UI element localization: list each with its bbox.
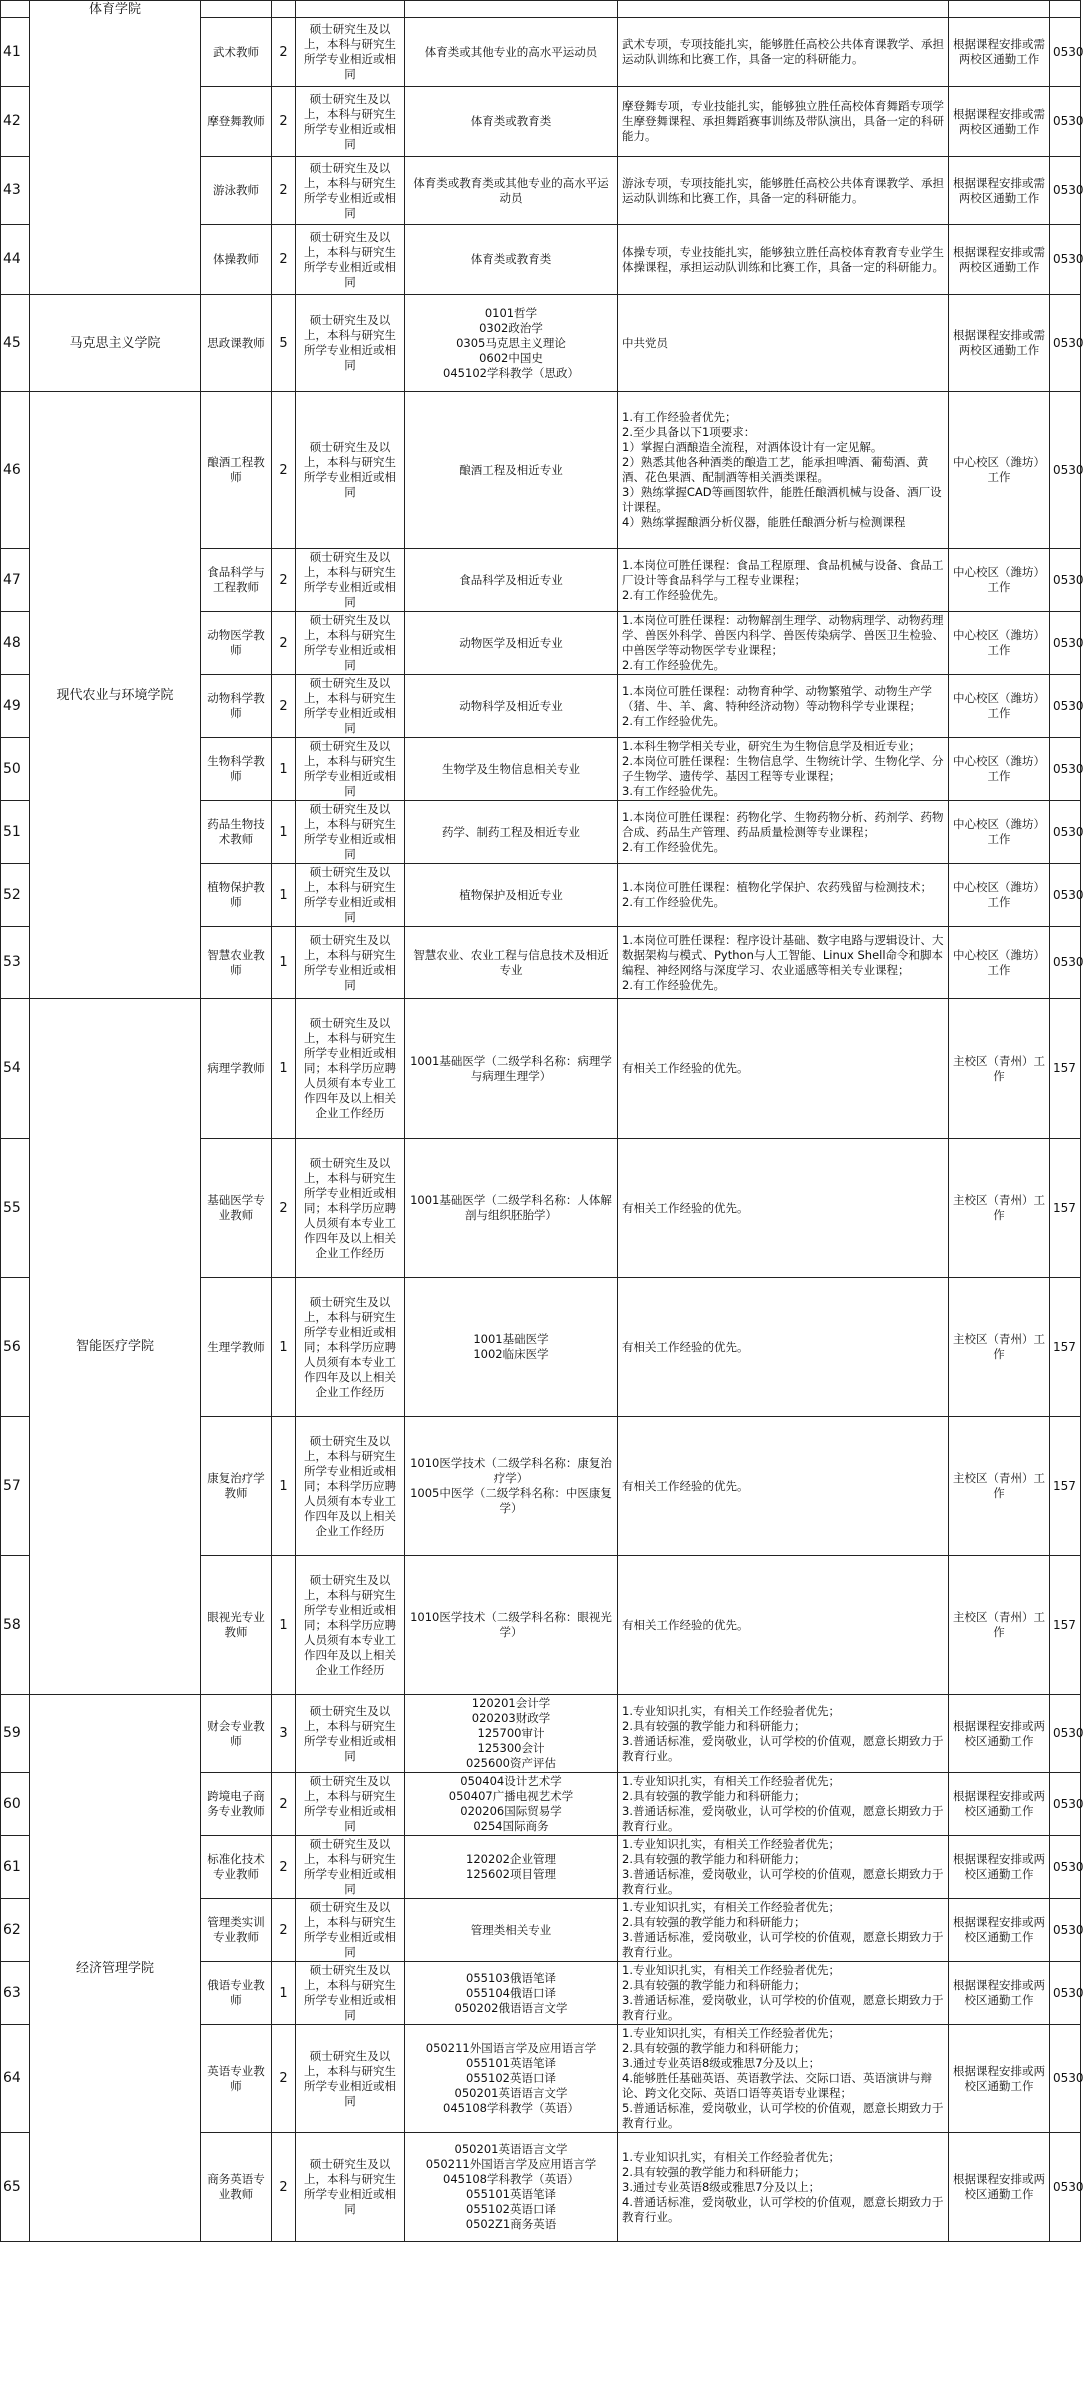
major-cell bbox=[405, 549, 618, 612]
contact-phone-cell: 157 bbox=[1050, 1139, 1081, 1278]
college-cell: 经济管理学院 bbox=[30, 1695, 201, 2242]
row-number-cell: 45 bbox=[1, 295, 30, 392]
position-cell: 标准化技术专业教师 bbox=[201, 1836, 272, 1899]
contact-phone-cell: 157 bbox=[1050, 1278, 1081, 1417]
position-cell: 管理类实训专业教师 bbox=[201, 1899, 272, 1962]
requirements-cell bbox=[618, 1139, 949, 1278]
education-cell: 硕士研究生及以上，本科与研究生所学专业相近或相同；本科学历应聘人员须有本专业工作四年及以上相关企业工作经历 bbox=[296, 1278, 405, 1417]
contact-phone-cell: 0530 bbox=[1050, 1962, 1081, 2025]
requirements-cell bbox=[618, 1417, 949, 1556]
headcount-cell: 3 bbox=[272, 1695, 296, 1773]
contact-phone-cell: 157 bbox=[1050, 999, 1081, 1139]
requirements-cell-text: 1.专业知识扎实，有相关工作经验者优先； 2.具有较强的教学能力和科研能力； 3.通过专业英语8级或雅思7分及以上； 4.普通话标准，爱岗敬业，认可学校的价值观，愿意长期致力于教育行业。 bbox=[622, 2149, 944, 2224]
position-cell: 思政课教师 bbox=[201, 295, 272, 392]
major-cell-text: 管理类相关专业 bbox=[470, 1922, 552, 1937]
work-location-cell: 中心校区（潍坊）工作 bbox=[949, 675, 1050, 738]
education-cell: 硕士研究生及以上，本科与研究生所学专业相近或相同 bbox=[296, 1836, 405, 1899]
requirements-cell-text: 1.有工作经验者优先； 2.至少具备以下1项要求： 1）掌握白酒酿造全流程，对酒体设计有一定见解。 2）熟悉其他各种酒类的酿造工艺，能承担啤酒、葡萄酒、黄酒、花色果酒、配制酒等相关酒类课程。 3）熟练掌握CAD等画图软件，能胜任酿酒机械与设备、酒厂设计课程。 4）熟练掌握酿酒分析仪器，能胜任酿酒分析与检测课程 bbox=[622, 410, 942, 529]
major-cell-text: 体育类或教育类 bbox=[470, 114, 552, 128]
headcount-cell: 2 bbox=[272, 2133, 296, 2242]
requirements-cell-text: 摩登舞专项，专业技能扎实，能够独立胜任高校体育舞蹈专项学生摩登舞课程、承担舞蹈赛事训练及带队演出，具备一定的科研能力。 bbox=[622, 99, 944, 143]
major-cell bbox=[405, 1278, 618, 1417]
major-cell-text: 体育类或教育类 bbox=[470, 252, 552, 266]
major-cell bbox=[405, 1417, 618, 1556]
headcount-cell: 2 bbox=[272, 392, 296, 549]
requirements-cell-text: 1.本岗位可胜任课程：食品工程原理、食品机械与设备、食品工厂设计等食品科学与工程专业课程； 2.有工作经验优先。 bbox=[622, 557, 944, 602]
requirements-cell-text: 1.专业知识扎实，有相关工作经验者优先； 2.具有较强的教学能力和科研能力； 3.普通话标准，爱岗敬业，认可学校的价值观，愿意长期致力于教育行业。 bbox=[622, 1963, 944, 2022]
position-cell: 俄语专业教师 bbox=[201, 1962, 272, 2025]
row-number-cell: 55 bbox=[1, 1139, 30, 1278]
requirements-cell bbox=[618, 18, 949, 87]
contact-phone-cell: 0530 bbox=[1050, 1836, 1081, 1899]
headcount-cell: 1 bbox=[272, 1962, 296, 2025]
education-cell: 硕士研究生及以上，本科与研究生所学专业相近或相同 bbox=[296, 225, 405, 295]
education-cell: 硕士研究生及以上，本科与研究生所学专业相近或相同 bbox=[296, 1962, 405, 2025]
requirements-cell-text: 有相关工作经验的优先。 bbox=[622, 1617, 749, 1632]
work-location-cell: 中心校区（潍坊）工作 bbox=[949, 801, 1050, 864]
position-cell: 智慧农业教师 bbox=[201, 927, 272, 999]
major-cell bbox=[405, 1962, 618, 2025]
contact-phone-cell: 0530 bbox=[1050, 295, 1081, 392]
requirements-cell bbox=[618, 1695, 949, 1773]
work-location-cell: 根据课程安排或需两校区通勤工作 bbox=[949, 18, 1050, 87]
major-cell-text: 120202企业管理 125602项目管理 bbox=[466, 1852, 556, 1881]
contact-phone-cell: 0530 bbox=[1050, 1695, 1081, 1773]
major-cell bbox=[405, 927, 618, 999]
headcount-cell: 2 bbox=[272, 2025, 296, 2133]
position-cell: 生物科学教师 bbox=[201, 738, 272, 801]
work-location-cell: 根据课程安排或两校区通勤工作 bbox=[949, 1836, 1050, 1899]
work-location-cell: 根据课程安排或两校区通勤工作 bbox=[949, 1962, 1050, 2025]
row-number-cell bbox=[1, 1, 30, 18]
education-cell: 硕士研究生及以上，本科与研究生所学专业相近或相同 bbox=[296, 738, 405, 801]
table-row bbox=[1, 1695, 1081, 1773]
major-cell-text: 1001基础医学（二级学科名称：病理学与病理生理学） bbox=[410, 1053, 612, 1083]
headcount-cell: 2 bbox=[272, 1139, 296, 1278]
contact-phone-cell: 157 bbox=[1050, 1417, 1081, 1556]
college-cell: 现代农业与环境学院 bbox=[30, 392, 201, 999]
position-cell: 食品科学与工程教师 bbox=[201, 549, 272, 612]
major-cell-text: 1001基础医学 1002临床医学 bbox=[473, 1332, 549, 1361]
requirements-cell bbox=[618, 87, 949, 157]
requirements-cell bbox=[618, 675, 949, 738]
requirements-cell bbox=[618, 392, 949, 549]
major-cell bbox=[405, 675, 618, 738]
headcount-cell: 2 bbox=[272, 225, 296, 295]
requirements-cell-text: 1.本岗位可胜任课程：动物育种学、动物繁殖学、动物生产学（猪、牛、羊、禽、特种经济动物）等动物科学专业课程； 2.有工作经验优先。 bbox=[622, 683, 932, 728]
education-cell: 硕士研究生及以上，本科与研究生所学专业相近或相同 bbox=[296, 18, 405, 87]
headcount-cell: 2 bbox=[272, 18, 296, 87]
headcount-cell: 1 bbox=[272, 864, 296, 927]
row-number-cell: 56 bbox=[1, 1278, 30, 1417]
headcount-cell: 2 bbox=[272, 612, 296, 675]
row-number-cell: 60 bbox=[1, 1773, 30, 1836]
education-cell: 硕士研究生及以上，本科与研究生所学专业相近或相同 bbox=[296, 157, 405, 225]
education-cell: 硕士研究生及以上，本科与研究生所学专业相近或相同 bbox=[296, 1695, 405, 1773]
major-cell-text: 食品科学及相近专业 bbox=[459, 572, 563, 587]
headcount-cell: 1 bbox=[272, 738, 296, 801]
position-cell: 商务英语专业教师 bbox=[201, 2133, 272, 2242]
major-cell-text: 生物学及生物信息相关专业 bbox=[442, 761, 580, 776]
row-number-cell: 42 bbox=[1, 87, 30, 157]
contact-phone-cell: 0530 bbox=[1050, 225, 1081, 295]
row-number-cell: 58 bbox=[1, 1556, 30, 1695]
major-cell bbox=[405, 2133, 618, 2242]
major-cell-text: 055103俄语笔译 055104俄语口译 050202俄语语言文学 bbox=[454, 1970, 568, 2015]
requirements-cell-text: 1.本岗位可胜任课程：动物解剖生理学、动物病理学、动物药理学、兽医外科学、兽医内科学、兽医传染病学、兽医卫生检验、中兽医学等动物医学专业课程； 2.有工作经验优先。 bbox=[622, 613, 944, 672]
contact-phone-cell: 0530 bbox=[1050, 1773, 1081, 1836]
major-cell-text: 1010医学技术（二级学科名称：眼视光学） bbox=[410, 1610, 612, 1639]
education-cell: 硕士研究生及以上，本科与研究生所学专业相近或相同；本科学历应聘人员须有本专业工作四年及以上相关企业工作经历 bbox=[296, 1417, 405, 1556]
headcount-cell: 1 bbox=[272, 1417, 296, 1556]
major-cell-text: 药学、制药工程及相近专业 bbox=[442, 824, 580, 839]
work-location-cell: 中心校区（潍坊）工作 bbox=[949, 612, 1050, 675]
major-cell bbox=[405, 87, 618, 157]
work-location-cell: 根据课程安排或两校区通勤工作 bbox=[949, 1773, 1050, 1836]
major-cell bbox=[405, 801, 618, 864]
work-location-cell: 主校区（青州）工作 bbox=[949, 999, 1050, 1139]
position-cell: 英语专业教师 bbox=[201, 2025, 272, 2133]
education-cell: 硕士研究生及以上，本科与研究生所学专业相近或相同 bbox=[296, 2025, 405, 2133]
contact-phone-cell: 0530 bbox=[1050, 675, 1081, 738]
major-cell bbox=[405, 999, 618, 1139]
headcount-cell: 1 bbox=[272, 1278, 296, 1417]
position-cell: 体操教师 bbox=[201, 225, 272, 295]
major-cell bbox=[405, 295, 618, 392]
work-location-cell: 主校区（青州）工作 bbox=[949, 1139, 1050, 1278]
table-row bbox=[1, 295, 1081, 392]
position-cell: 生理学教师 bbox=[201, 1278, 272, 1417]
work-location-cell: 主校区（青州）工作 bbox=[949, 1556, 1050, 1695]
row-number-cell: 47 bbox=[1, 549, 30, 612]
contact-phone-cell: 0530 bbox=[1050, 2025, 1081, 2133]
major-cell bbox=[405, 392, 618, 549]
major-cell-text: 体育类或教育类或其他专业的高水平运动员 bbox=[413, 175, 609, 205]
work-location-cell: 根据课程安排或需两校区通勤工作 bbox=[949, 225, 1050, 295]
headcount-cell: 2 bbox=[272, 1773, 296, 1836]
contact-phone-cell: 0530 bbox=[1050, 927, 1081, 999]
headcount-cell: 2 bbox=[272, 157, 296, 225]
row-number-cell: 59 bbox=[1, 1695, 30, 1773]
education-cell: 硕士研究生及以上，本科与研究生所学专业相近或相同 bbox=[296, 801, 405, 864]
position-cell: 眼视光专业教师 bbox=[201, 1556, 272, 1695]
row-number-cell: 44 bbox=[1, 225, 30, 295]
work-location-cell: 根据课程安排或需两校区通勤工作 bbox=[949, 295, 1050, 392]
major-cell bbox=[405, 1695, 618, 1773]
major-cell bbox=[405, 1899, 618, 1962]
requirements-cell-text: 有相关工作经验的优先。 bbox=[622, 1339, 749, 1354]
requirements-cell bbox=[618, 549, 949, 612]
work-location-cell: 根据课程安排或两校区通勤工作 bbox=[949, 1695, 1050, 1773]
row-number-cell: 62 bbox=[1, 1899, 30, 1962]
requirements-cell bbox=[618, 1556, 949, 1695]
work-location-cell: 根据课程安排或两校区通勤工作 bbox=[949, 2133, 1050, 2242]
position-cell: 药品生物技术教师 bbox=[201, 801, 272, 864]
major-cell bbox=[405, 225, 618, 295]
position-cell: 动物医学教师 bbox=[201, 612, 272, 675]
row-number-cell: 48 bbox=[1, 612, 30, 675]
headcount-cell: 5 bbox=[272, 295, 296, 392]
major-cell-text: 050201英语语言文学 050211外国语言学及应用语言学 045108学科教学（英语） 055101英语笔译 055102英语口译 0502Z1商务英语 bbox=[425, 2142, 597, 2231]
major-cell-text: 酿酒工程及相近专业 bbox=[459, 462, 563, 477]
major-cell bbox=[405, 157, 618, 225]
position-cell: 动物科学教师 bbox=[201, 675, 272, 738]
row-number-cell: 57 bbox=[1, 1417, 30, 1556]
requirements-cell bbox=[618, 999, 949, 1139]
education-cell: 硕士研究生及以上，本科与研究生所学专业相近或相同 bbox=[296, 927, 405, 999]
contact-phone-cell: 0530 bbox=[1050, 2133, 1081, 2242]
position-cell: 植物保护教师 bbox=[201, 864, 272, 927]
requirements-cell bbox=[618, 864, 949, 927]
requirements-cell bbox=[618, 927, 949, 999]
requirements-cell-text: 体操专项，专业技能扎实，能够独立胜任高校体育教育专业学生体操课程，承担运动队训练和比赛工作，具备一定的科研能力。 bbox=[622, 244, 944, 274]
contact-phone-cell: 157 bbox=[1050, 1556, 1081, 1695]
education-cell: 硕士研究生及以上，本科与研究生所学专业相近或相同 bbox=[296, 549, 405, 612]
contact-phone-cell: 0530 bbox=[1050, 801, 1081, 864]
row-number-cell: 52 bbox=[1, 864, 30, 927]
education-cell: 硕士研究生及以上，本科与研究生所学专业相近或相同 bbox=[296, 1899, 405, 1962]
contact-phone-cell: 0530 bbox=[1050, 1899, 1081, 1962]
requirements-cell-text: 1.专业知识扎实，有相关工作经验者优先； 2.具有较强的教学能力和科研能力； 3.普通话标准，爱岗敬业，认可学校的价值观，愿意长期致力于教育行业。 bbox=[622, 1837, 944, 1896]
requirements-cell bbox=[618, 1899, 949, 1962]
requirements-cell-text: 武术专项，专项技能扎实，能够胜任高校公共体育课教学、承担运动队训练和比赛工作，具备一定的科研能力。 bbox=[622, 37, 944, 66]
headcount-cell: 2 bbox=[272, 675, 296, 738]
requirements-cell bbox=[618, 738, 949, 801]
college-cell: 体育学院 bbox=[30, 1, 201, 295]
contact-phone-cell: 0530 bbox=[1050, 392, 1081, 549]
recruitment-table-body bbox=[1, 1, 1084, 2242]
requirements-cell bbox=[618, 612, 949, 675]
major-cell-text: 120201会计学 020203财政学 125700审计 125300会计 025600资产评估 bbox=[466, 1696, 556, 1770]
major-cell-text: 0101哲学 0302政治学 0305马克思主义理论 0602中国史 045102学科教学（思政） bbox=[443, 305, 579, 380]
row-number-cell: 61 bbox=[1, 1836, 30, 1899]
requirements-cell-text: 1.本岗位可胜任课程：药物化学、生物药物分析、药剂学、药物合成、药品生产管理、药品质量检测等专业课程； 2.有工作经验优先。 bbox=[622, 809, 944, 854]
requirements-cell bbox=[618, 1773, 949, 1836]
major-cell bbox=[405, 2025, 618, 2133]
work-location-cell: 根据课程安排或两校区通勤工作 bbox=[949, 2025, 1050, 2133]
college-cell: 马克思主义学院 bbox=[30, 295, 201, 392]
headcount-cell: 2 bbox=[272, 1899, 296, 1962]
contact-phone-cell: 0530 bbox=[1050, 87, 1081, 157]
headcount-cell: 2 bbox=[272, 1836, 296, 1899]
table-row bbox=[1, 999, 1081, 1139]
work-location-cell: 根据课程安排或需两校区通勤工作 bbox=[949, 87, 1050, 157]
major-cell bbox=[405, 1139, 618, 1278]
requirements-cell bbox=[618, 2133, 949, 2242]
work-location-cell: 中心校区（潍坊）工作 bbox=[949, 738, 1050, 801]
row-number-cell: 63 bbox=[1, 1962, 30, 2025]
major-cell bbox=[405, 1836, 618, 1899]
requirements-cell-text: 有相关工作经验的优先。 bbox=[622, 1200, 749, 1215]
major-cell-text: 体育类或其他专业的高水平运动员 bbox=[424, 44, 598, 59]
education-cell: 硕士研究生及以上，本科与研究生所学专业相近或相同；本科学历应聘人员须有本专业工作四年及以上相关企业工作经历 bbox=[296, 1556, 405, 1695]
education-cell: 硕士研究生及以上，本科与研究生所学专业相近或相同 bbox=[296, 2133, 405, 2242]
major-cell-text: 动物科学及相近专业 bbox=[459, 698, 563, 713]
education-cell: 硕士研究生及以上，本科与研究生所学专业相近或相同 bbox=[296, 295, 405, 392]
position-cell: 病理学教师 bbox=[201, 999, 272, 1139]
work-location-cell: 中心校区（潍坊）工作 bbox=[949, 549, 1050, 612]
major-cell bbox=[405, 18, 618, 87]
education-cell: 硕士研究生及以上，本科与研究生所学专业相近或相同 bbox=[296, 675, 405, 738]
position-cell: 摩登舞教师 bbox=[201, 87, 272, 157]
requirements-cell-text: 有相关工作经验的优先。 bbox=[622, 1061, 749, 1075]
education-cell: 硕士研究生及以上，本科与研究生所学专业相近或相同；本科学历应聘人员须有本专业工作四年及以上相关企业工作经历 bbox=[296, 999, 405, 1139]
major-cell bbox=[405, 612, 618, 675]
row-number-cell: 65 bbox=[1, 2133, 30, 2242]
headcount-cell: 2 bbox=[272, 549, 296, 612]
row-number-cell: 51 bbox=[1, 801, 30, 864]
major-cell-text: 050404设计艺术学 050407广播电视艺术学 020206国际贸易学 0254国际商务 bbox=[448, 1774, 574, 1833]
contact-phone-cell: 0530 bbox=[1050, 612, 1081, 675]
major-cell-text: 植物保护及相近专业 bbox=[459, 887, 563, 902]
requirements-cell bbox=[618, 225, 949, 295]
work-location-cell: 根据课程安排或需两校区通勤工作 bbox=[949, 157, 1050, 225]
headcount-cell: 1 bbox=[272, 999, 296, 1139]
major-cell-text: 1010医学技术（二级学科名称：康复治疗学） 1005中医学（二级学科名称：中医康复学） bbox=[410, 1456, 612, 1515]
requirements-cell-text: 1.专业知识扎实，有相关工作经验者优先； 2.具有较强的教学能力和科研能力； 3.普通话标准，爱岗敬业，认可学校的价值观，愿意长期致力于教育行业。 bbox=[622, 1703, 944, 1763]
contact-phone-cell: 0530 bbox=[1050, 738, 1081, 801]
major-cell-text: 动物医学及相近专业 bbox=[459, 635, 563, 650]
row-number-cell: 54 bbox=[1, 999, 30, 1139]
requirements-cell bbox=[618, 1278, 949, 1417]
work-location-cell: 中心校区（潍坊）工作 bbox=[949, 392, 1050, 549]
requirements-cell-text: 1.本岗位可胜任课程：植物化学保护、农药残留与检测技术； 2.有工作经验优先。 bbox=[622, 880, 932, 909]
requirements-cell-text: 游泳专项，专项技能扎实，能够胜任高校公共体育课教学、承担运动队训练和比赛工作，具备一定的科研能力。 bbox=[622, 175, 944, 205]
position-cell: 财会专业教师 bbox=[201, 1695, 272, 1773]
row-number-cell: 53 bbox=[1, 927, 30, 999]
table-row-continued bbox=[1, 1, 1081, 18]
row-number-cell: 50 bbox=[1, 738, 30, 801]
headcount-cell: 1 bbox=[272, 927, 296, 999]
requirements-cell-text: 1.本科生物学相关专业，研究生为生物信息学及相近专业； 2.本岗位可胜任课程：生物信息学、生物统计学、生物化学、分子生物学、遗传学、基因工程等专业课程； 3.有工作经验优先。 bbox=[622, 739, 944, 798]
requirements-cell-text: 1.专业知识扎实，有相关工作经验者优先； 2.具有较强的教学能力和科研能力； 3.普通话标准，爱岗敬业，认可学校的价值观，愿意长期致力于教育行业。 bbox=[622, 1900, 944, 1959]
education-cell: 硕士研究生及以上，本科与研究生所学专业相近或相同；本科学历应聘人员须有本专业工作四年及以上相关企业工作经历 bbox=[296, 1139, 405, 1278]
requirements-cell bbox=[618, 295, 949, 392]
requirements-cell bbox=[618, 1962, 949, 2025]
major-cell bbox=[405, 1773, 618, 1836]
position-cell: 基础医学专业教师 bbox=[201, 1139, 272, 1278]
headcount-cell: 1 bbox=[272, 1556, 296, 1695]
row-number-cell: 49 bbox=[1, 675, 30, 738]
contact-phone-cell: 0530 bbox=[1050, 864, 1081, 927]
work-location-cell: 根据课程安排或两校区通勤工作 bbox=[949, 1899, 1050, 1962]
position-cell: 跨境电子商务专业教师 bbox=[201, 1773, 272, 1836]
major-cell-text: 1001基础医学（二级学科名称：人体解剖与组织胚胎学） bbox=[410, 1193, 612, 1222]
row-number-cell: 46 bbox=[1, 392, 30, 549]
requirements-cell-text: 1.本岗位可胜任课程：程序设计基础、数字电路与逻辑设计、大数据架构与模式、Python与人工智能、Linux Shell命令和脚本编程、神经网络与深度学习、农业遥感等相关专业课程； 2.有工作经验优先。 bbox=[622, 932, 944, 992]
requirements-cell-text: 中共党员 bbox=[622, 335, 668, 350]
contact-phone-cell: 0530 bbox=[1050, 549, 1081, 612]
college-cell: 智能医疗学院 bbox=[30, 999, 201, 1695]
work-location-cell: 中心校区（潍坊）工作 bbox=[949, 927, 1050, 999]
major-cell bbox=[405, 738, 618, 801]
education-cell: 硕士研究生及以上，本科与研究生所学专业相近或相同 bbox=[296, 87, 405, 157]
position-cell: 武术教师 bbox=[201, 18, 272, 87]
education-cell: 硕士研究生及以上，本科与研究生所学专业相近或相同 bbox=[296, 392, 405, 549]
row-number-cell: 64 bbox=[1, 2025, 30, 2133]
education-cell: 硕士研究生及以上，本科与研究生所学专业相近或相同 bbox=[296, 1773, 405, 1836]
major-cell bbox=[405, 864, 618, 927]
requirements-cell-text: 1.专业知识扎实，有相关工作经验者优先； 2.具有较强的教学能力和科研能力； 3.通过专业英语8级或雅思7分及以上； 4.能够胜任基础英语、英语教学法、交际口语、英语演讲与辩论、跨文化交际、英语口语等英语专业课程； 5.普通话标准，爱岗敬业，认可学校的价值观，愿意长期致力于教育行业。 bbox=[622, 2026, 944, 2130]
row-number-cell: 41 bbox=[1, 18, 30, 87]
contact-phone-cell: 0530 bbox=[1050, 18, 1081, 87]
headcount-cell: 2 bbox=[272, 87, 296, 157]
contact-phone-cell: 0530 bbox=[1050, 157, 1081, 225]
major-cell-text: 智慧农业、农业工程与信息技术及相近专业 bbox=[413, 947, 609, 977]
requirements-cell-text: 1.专业知识扎实，有相关工作经验者优先； 2.具有较强的教学能力和科研能力； 3.普通话标准，爱岗敬业，认可学校的价值观，愿意长期致力于教育行业。 bbox=[622, 1774, 944, 1833]
work-location-cell: 中心校区（潍坊）工作 bbox=[949, 864, 1050, 927]
major-cell-text: 050211外国语言学及应用语言学 055101英语笔译 055102英语口译 050201英语语言文学 045108学科教学（英语） bbox=[425, 2041, 597, 2115]
position-cell: 康复治疗学教师 bbox=[201, 1417, 272, 1556]
position-cell: 酿酒工程教师 bbox=[201, 392, 272, 549]
requirements-cell bbox=[618, 2025, 949, 2133]
requirements-cell bbox=[618, 157, 949, 225]
requirements-cell bbox=[618, 1836, 949, 1899]
headcount-cell: 1 bbox=[272, 801, 296, 864]
row-number-cell: 43 bbox=[1, 157, 30, 225]
table-row bbox=[1, 392, 1081, 549]
major-cell bbox=[405, 1556, 618, 1695]
requirements-cell-text: 有相关工作经验的优先。 bbox=[622, 1478, 749, 1493]
position-cell: 游泳教师 bbox=[201, 157, 272, 225]
education-cell: 硕士研究生及以上，本科与研究生所学专业相近或相同 bbox=[296, 864, 405, 927]
work-location-cell: 主校区（青州）工作 bbox=[949, 1278, 1050, 1417]
requirements-cell bbox=[618, 801, 949, 864]
education-cell: 硕士研究生及以上，本科与研究生所学专业相近或相同 bbox=[296, 612, 405, 675]
work-location-cell: 主校区（青州）工作 bbox=[949, 1417, 1050, 1556]
